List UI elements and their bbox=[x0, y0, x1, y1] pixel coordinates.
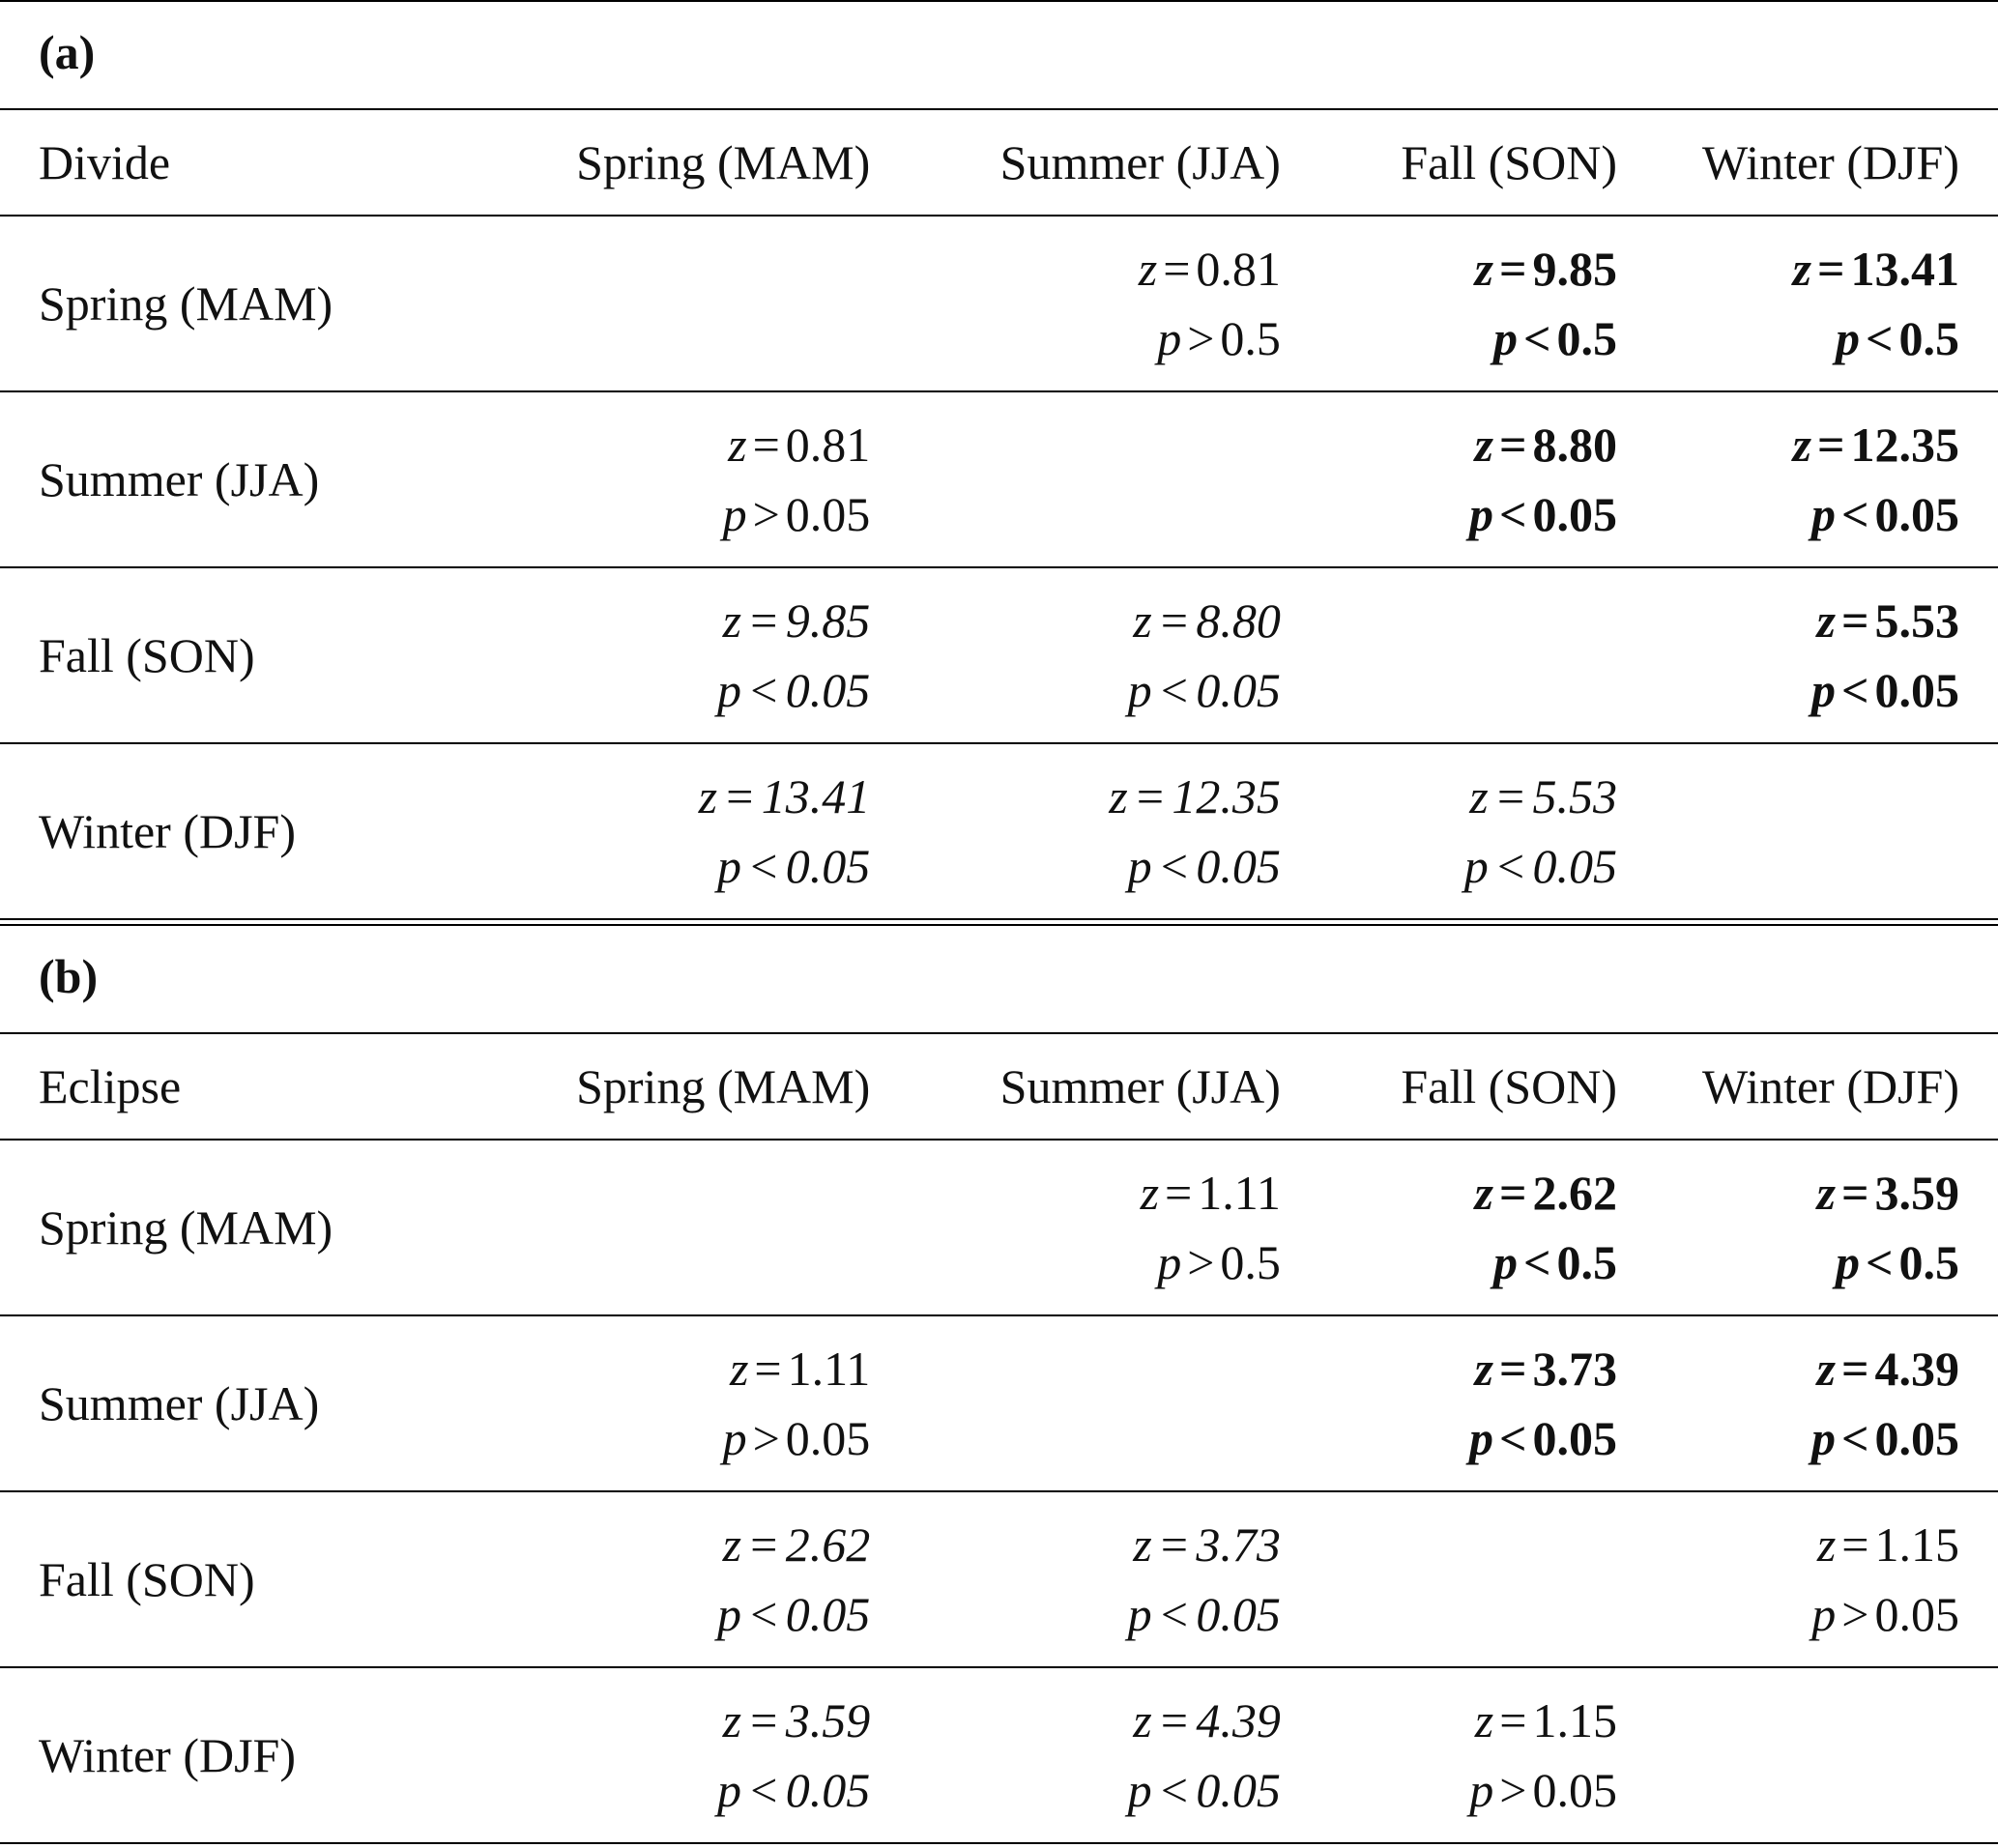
row-label: Winter (DJF) bbox=[39, 1728, 296, 1782]
z-symbol: z bbox=[1140, 1166, 1160, 1220]
stat-cell bbox=[870, 567, 1281, 743]
p-value bbox=[1793, 303, 1959, 373]
z-value: 1.15 bbox=[1532, 1693, 1617, 1747]
z-operator: = bbox=[1493, 769, 1527, 823]
p-value bbox=[1811, 1403, 1959, 1473]
row-label: Winter (DJF) bbox=[39, 804, 296, 858]
z-symbol: z bbox=[1133, 1517, 1152, 1572]
panel-a-header-row bbox=[0, 109, 1998, 216]
table-row bbox=[0, 391, 1998, 567]
stat-cell bbox=[870, 1667, 1281, 1843]
p-symbol: p bbox=[1811, 1411, 1836, 1465]
panel-b-column-header: Summer (JJA) bbox=[999, 1059, 1281, 1113]
stat-cell bbox=[1281, 216, 1617, 391]
stat-value bbox=[1141, 1158, 1281, 1297]
table-row bbox=[0, 1315, 1998, 1491]
p-threshold: 0.05 bbox=[1874, 487, 1959, 541]
z-value: 4.39 bbox=[1196, 1693, 1281, 1747]
stat-value bbox=[1469, 1686, 1617, 1825]
stat-value bbox=[717, 1686, 870, 1825]
panel-b-table bbox=[0, 1032, 1998, 1844]
p-threshold: 0.05 bbox=[1532, 1763, 1617, 1817]
p-symbol: p bbox=[1463, 839, 1489, 893]
z-statistic bbox=[1793, 234, 1959, 303]
p-symbol: p bbox=[1127, 1763, 1152, 1817]
stat-cell bbox=[415, 743, 871, 919]
p-symbol: p bbox=[1492, 311, 1518, 365]
p-symbol: p bbox=[1836, 1235, 1860, 1289]
z-value: 1.11 bbox=[787, 1342, 871, 1396]
row-label: Summer (JJA) bbox=[39, 1376, 320, 1430]
p-operator: < bbox=[747, 1763, 780, 1817]
z-statistic bbox=[717, 586, 870, 655]
p-operator: < bbox=[1157, 1587, 1191, 1641]
p-operator: > bbox=[1187, 1235, 1215, 1289]
p-threshold: 0.05 bbox=[1196, 1763, 1281, 1817]
z-statistic bbox=[1469, 1686, 1617, 1755]
z-symbol: z bbox=[1474, 1166, 1493, 1220]
z-value: 2.62 bbox=[1532, 1166, 1617, 1220]
stat-value bbox=[1817, 1158, 1959, 1297]
p-value bbox=[1475, 303, 1617, 373]
z-value: 13.41 bbox=[1850, 242, 1959, 296]
z-symbol: z bbox=[1816, 593, 1836, 648]
p-operator: < bbox=[1157, 1763, 1191, 1817]
z-statistic bbox=[717, 1510, 870, 1579]
p-threshold: 0.5 bbox=[1220, 311, 1281, 365]
table-row bbox=[0, 567, 1998, 743]
z-operator: = bbox=[1498, 1166, 1527, 1220]
empty-cell bbox=[415, 216, 871, 391]
stat-cell bbox=[1617, 1315, 1998, 1491]
p-value bbox=[723, 479, 871, 549]
stat-cell bbox=[415, 1315, 871, 1491]
stat-value bbox=[1128, 1510, 1281, 1649]
z-operator: = bbox=[1841, 1166, 1869, 1220]
p-symbol: p bbox=[1836, 311, 1860, 365]
p-operator: < bbox=[1866, 1235, 1894, 1289]
z-operator: = bbox=[754, 1342, 782, 1396]
z-operator: = bbox=[1841, 1342, 1869, 1396]
z-symbol: z bbox=[729, 1342, 749, 1396]
p-threshold: 0.05 bbox=[1196, 839, 1281, 893]
p-value bbox=[1475, 1227, 1617, 1297]
z-symbol: z bbox=[1474, 418, 1493, 472]
z-symbol: z bbox=[1138, 242, 1158, 296]
stat-value bbox=[1464, 762, 1617, 901]
p-symbol: p bbox=[722, 487, 747, 541]
p-symbol: p bbox=[717, 1763, 742, 1817]
z-symbol: z bbox=[728, 418, 747, 472]
panel-b-column-header: Fall (SON) bbox=[1401, 1059, 1617, 1113]
empty-cell bbox=[415, 1140, 871, 1315]
z-statistic bbox=[1475, 234, 1617, 303]
p-value bbox=[1128, 655, 1281, 725]
p-symbol: p bbox=[1468, 487, 1493, 541]
z-value: 12.35 bbox=[1172, 769, 1281, 823]
stat-value bbox=[1128, 586, 1281, 725]
p-value bbox=[1128, 1579, 1281, 1649]
z-statistic bbox=[1817, 1158, 1959, 1227]
z-symbol: z bbox=[1816, 1166, 1836, 1220]
p-threshold: 0.5 bbox=[1898, 311, 1959, 365]
z-statistic bbox=[1469, 1334, 1617, 1403]
stat-cell bbox=[870, 216, 1281, 391]
z-value: 5.53 bbox=[1874, 593, 1959, 648]
p-value bbox=[1141, 1227, 1281, 1297]
z-symbol: z bbox=[1109, 769, 1128, 823]
p-value bbox=[717, 1579, 870, 1649]
panel-a-label: (a) bbox=[39, 25, 96, 79]
z-symbol: z bbox=[722, 1693, 742, 1747]
stat-cell bbox=[1281, 1315, 1617, 1491]
stat-value bbox=[723, 410, 871, 549]
p-threshold: 0.5 bbox=[1220, 1235, 1281, 1289]
p-symbol: p bbox=[717, 1587, 742, 1641]
stat-value bbox=[723, 1334, 871, 1473]
empty-cell bbox=[870, 391, 1281, 567]
panel-b-column-header: Spring (MAM) bbox=[576, 1059, 871, 1113]
stat-value bbox=[717, 586, 870, 725]
p-threshold: 0.5 bbox=[1898, 1235, 1959, 1289]
p-threshold: 0.05 bbox=[785, 1411, 871, 1465]
stat-value bbox=[1109, 762, 1281, 901]
z-symbol: z bbox=[722, 1517, 742, 1572]
z-value: 2.62 bbox=[785, 1517, 871, 1572]
z-value: 4.39 bbox=[1874, 1342, 1959, 1396]
panel-a-column-header: Fall (SON) bbox=[1401, 135, 1617, 189]
p-operator: < bbox=[747, 663, 780, 717]
p-value bbox=[1469, 1755, 1617, 1825]
p-operator: > bbox=[752, 487, 780, 541]
z-statistic bbox=[1811, 586, 1959, 655]
z-statistic bbox=[1141, 1158, 1281, 1227]
p-value bbox=[1139, 303, 1281, 373]
p-threshold: 0.05 bbox=[1874, 1411, 1959, 1465]
z-symbol: z bbox=[1133, 593, 1152, 648]
p-operator: < bbox=[747, 839, 780, 893]
stat-value bbox=[1469, 410, 1617, 549]
stat-cell bbox=[1617, 391, 1998, 567]
p-symbol: p bbox=[1811, 487, 1836, 541]
z-value: 1.15 bbox=[1874, 1517, 1959, 1572]
p-value bbox=[1793, 479, 1959, 549]
stat-value bbox=[1811, 1334, 1959, 1473]
p-operator: < bbox=[1498, 487, 1527, 541]
z-statistic bbox=[1109, 762, 1281, 831]
z-operator: = bbox=[1817, 418, 1845, 472]
z-symbol: z bbox=[1816, 1517, 1837, 1572]
z-operator: = bbox=[1817, 242, 1845, 296]
stat-cell bbox=[1281, 743, 1617, 919]
p-threshold: 0.5 bbox=[1556, 1235, 1617, 1289]
z-operator: = bbox=[723, 769, 756, 823]
p-symbol: p bbox=[1127, 663, 1152, 717]
p-symbol: p bbox=[1811, 663, 1836, 717]
stat-cell bbox=[870, 1491, 1281, 1667]
z-operator: = bbox=[747, 1693, 780, 1747]
p-operator: < bbox=[1157, 663, 1191, 717]
z-statistic bbox=[717, 1686, 870, 1755]
p-symbol: p bbox=[717, 663, 742, 717]
stat-cell bbox=[415, 567, 871, 743]
z-statistic bbox=[723, 1334, 871, 1403]
stat-cell bbox=[870, 743, 1281, 919]
z-statistic bbox=[1811, 1334, 1959, 1403]
z-value: 3.73 bbox=[1196, 1517, 1281, 1572]
stat-cell bbox=[1281, 391, 1617, 567]
z-operator: = bbox=[1498, 418, 1527, 472]
z-value: 8.80 bbox=[1532, 418, 1617, 472]
p-threshold: 0.5 bbox=[1556, 311, 1617, 365]
p-symbol: p bbox=[1468, 1411, 1493, 1465]
stat-value bbox=[1793, 234, 1959, 373]
z-symbol: z bbox=[1792, 242, 1811, 296]
z-value: 3.73 bbox=[1532, 1342, 1617, 1396]
p-symbol: p bbox=[1127, 1587, 1152, 1641]
p-operator: > bbox=[1187, 311, 1215, 365]
p-value bbox=[1817, 1227, 1959, 1297]
p-operator: > bbox=[1499, 1763, 1527, 1817]
z-operator: = bbox=[1841, 1517, 1869, 1572]
z-statistic bbox=[1464, 762, 1617, 831]
p-threshold: 0.05 bbox=[1196, 663, 1281, 717]
stat-cell bbox=[1281, 1667, 1617, 1843]
empty-cell bbox=[870, 1315, 1281, 1491]
stat-cell bbox=[415, 391, 871, 567]
z-symbol: z bbox=[1816, 1342, 1836, 1396]
z-symbol: z bbox=[722, 593, 742, 648]
p-operator: < bbox=[1522, 1235, 1551, 1289]
panel-b-label: (b) bbox=[39, 949, 99, 1003]
panel-b-header-row bbox=[0, 1033, 1998, 1140]
p-threshold: 0.05 bbox=[1874, 663, 1959, 717]
p-threshold: 0.05 bbox=[785, 663, 871, 717]
stat-value bbox=[1811, 586, 1959, 725]
p-threshold: 0.05 bbox=[1196, 1587, 1281, 1641]
p-operator: < bbox=[1841, 487, 1869, 541]
z-statistic bbox=[1469, 410, 1617, 479]
z-statistic bbox=[1128, 586, 1281, 655]
stat-cell bbox=[415, 1667, 871, 1843]
z-operator: = bbox=[1157, 593, 1191, 648]
z-symbol: z bbox=[1474, 242, 1493, 296]
p-operator: > bbox=[752, 1411, 780, 1465]
stat-value bbox=[1475, 1158, 1617, 1297]
empty-cell bbox=[1617, 743, 1998, 919]
stat-value bbox=[1139, 234, 1281, 373]
p-operator: < bbox=[747, 1587, 780, 1641]
stat-cell bbox=[1617, 567, 1998, 743]
stat-value bbox=[1475, 234, 1617, 373]
empty-cell bbox=[1281, 1491, 1617, 1667]
p-threshold: 0.05 bbox=[1532, 487, 1617, 541]
panel-b-label-row bbox=[0, 924, 1998, 1032]
panel-a-column-header: Spring (MAM) bbox=[576, 135, 871, 189]
z-statistic bbox=[1128, 1510, 1281, 1579]
z-statistic bbox=[1811, 1510, 1959, 1579]
z-value: 12.35 bbox=[1850, 418, 1959, 472]
z-operator: = bbox=[1133, 769, 1167, 823]
z-operator: = bbox=[1157, 1517, 1191, 1572]
panel-a-table bbox=[0, 108, 1998, 920]
z-value: 8.80 bbox=[1196, 593, 1281, 648]
z-operator: = bbox=[1499, 1693, 1527, 1747]
stat-cell bbox=[870, 1140, 1281, 1315]
p-operator: < bbox=[1866, 311, 1894, 365]
z-symbol: z bbox=[1474, 1693, 1494, 1747]
p-threshold: 0.05 bbox=[1532, 839, 1617, 893]
z-operator: = bbox=[752, 418, 780, 472]
table-row bbox=[0, 743, 1998, 919]
row-label: Fall (SON) bbox=[39, 1552, 255, 1606]
z-value: 9.85 bbox=[1532, 242, 1617, 296]
stat-cell bbox=[1617, 1491, 1998, 1667]
p-value bbox=[1469, 479, 1617, 549]
stat-value bbox=[1811, 1510, 1959, 1649]
p-threshold: 0.05 bbox=[785, 487, 871, 541]
z-operator: = bbox=[747, 1517, 780, 1572]
p-operator: < bbox=[1157, 839, 1191, 893]
p-threshold: 0.05 bbox=[1874, 1587, 1959, 1641]
p-value bbox=[1811, 1579, 1959, 1649]
stat-value bbox=[699, 762, 871, 901]
z-symbol: z bbox=[1469, 769, 1489, 823]
p-operator: < bbox=[1841, 663, 1869, 717]
p-symbol: p bbox=[1157, 1235, 1182, 1289]
table-row bbox=[0, 216, 1998, 391]
p-value bbox=[1469, 1403, 1617, 1473]
z-value: 3.59 bbox=[1874, 1166, 1959, 1220]
z-operator: = bbox=[1165, 1166, 1193, 1220]
z-statistic bbox=[1793, 410, 1959, 479]
z-value: 13.41 bbox=[761, 769, 871, 823]
table-row bbox=[0, 1667, 1998, 1843]
p-threshold: 0.05 bbox=[785, 1763, 871, 1817]
p-symbol: p bbox=[717, 839, 742, 893]
row-label: Spring (MAM) bbox=[39, 276, 333, 331]
z-operator: = bbox=[1163, 242, 1191, 296]
p-value bbox=[1109, 831, 1281, 901]
p-symbol: p bbox=[1811, 1587, 1837, 1641]
panel-a-corner-header: Divide bbox=[39, 135, 171, 189]
p-value bbox=[1811, 655, 1959, 725]
z-symbol: z bbox=[1792, 418, 1811, 472]
z-value: 3.59 bbox=[785, 1693, 871, 1747]
stat-cell bbox=[415, 1491, 871, 1667]
stat-value bbox=[1793, 410, 1959, 549]
z-value: 9.85 bbox=[785, 593, 871, 648]
empty-cell bbox=[1617, 1667, 1998, 1843]
p-value bbox=[723, 1403, 871, 1473]
z-statistic bbox=[1128, 1686, 1281, 1755]
p-operator: < bbox=[1841, 1411, 1869, 1465]
z-symbol: z bbox=[1474, 1342, 1493, 1396]
panel-a-column-header: Winter (DJF) bbox=[1702, 135, 1959, 189]
z-statistic bbox=[699, 762, 871, 831]
p-value bbox=[1464, 831, 1617, 901]
p-operator: < bbox=[1498, 1411, 1527, 1465]
stat-value bbox=[717, 1510, 870, 1649]
p-threshold: 0.05 bbox=[785, 1587, 871, 1641]
z-operator: = bbox=[1841, 593, 1869, 648]
z-value: 5.53 bbox=[1532, 769, 1617, 823]
z-operator: = bbox=[1157, 1693, 1191, 1747]
panel-a-label-row bbox=[0, 0, 1998, 108]
panel-b-column-header: Winter (DJF) bbox=[1702, 1059, 1959, 1113]
row-label: Fall (SON) bbox=[39, 628, 255, 682]
z-operator: = bbox=[747, 593, 780, 648]
table-row bbox=[0, 1491, 1998, 1667]
p-value bbox=[717, 655, 870, 725]
z-statistic bbox=[1475, 1158, 1617, 1227]
p-symbol: p bbox=[1127, 839, 1152, 893]
p-value bbox=[699, 831, 871, 901]
p-value bbox=[1128, 1755, 1281, 1825]
p-value bbox=[717, 1755, 870, 1825]
row-label: Spring (MAM) bbox=[39, 1200, 333, 1255]
panel-b-corner-header: Eclipse bbox=[39, 1059, 182, 1113]
stat-value bbox=[1128, 1686, 1281, 1825]
z-symbol: z bbox=[698, 769, 718, 823]
stat-value bbox=[1469, 1334, 1617, 1473]
row-label: Summer (JJA) bbox=[39, 452, 320, 506]
z-statistic bbox=[723, 410, 871, 479]
stat-cell bbox=[1281, 1140, 1617, 1315]
p-operator: > bbox=[1841, 1587, 1869, 1641]
p-threshold: 0.05 bbox=[1532, 1411, 1617, 1465]
z-value: 1.11 bbox=[1198, 1166, 1281, 1220]
p-symbol: p bbox=[1469, 1763, 1494, 1817]
z-value: 0.81 bbox=[785, 418, 871, 472]
p-symbol: p bbox=[722, 1411, 747, 1465]
p-threshold: 0.05 bbox=[785, 839, 871, 893]
empty-cell bbox=[1281, 567, 1617, 743]
table-row bbox=[0, 1140, 1998, 1315]
z-symbol: z bbox=[1133, 1693, 1152, 1747]
z-value: 0.81 bbox=[1196, 242, 1281, 296]
p-operator: < bbox=[1493, 839, 1527, 893]
z-operator: = bbox=[1498, 242, 1527, 296]
z-operator: = bbox=[1498, 1342, 1527, 1396]
z-statistic bbox=[1139, 234, 1281, 303]
stat-cell bbox=[1617, 216, 1998, 391]
panel-a-column-header: Summer (JJA) bbox=[999, 135, 1281, 189]
p-operator: < bbox=[1522, 311, 1551, 365]
stat-cell bbox=[1617, 1140, 1998, 1315]
p-symbol: p bbox=[1157, 311, 1182, 365]
p-symbol: p bbox=[1492, 1235, 1518, 1289]
